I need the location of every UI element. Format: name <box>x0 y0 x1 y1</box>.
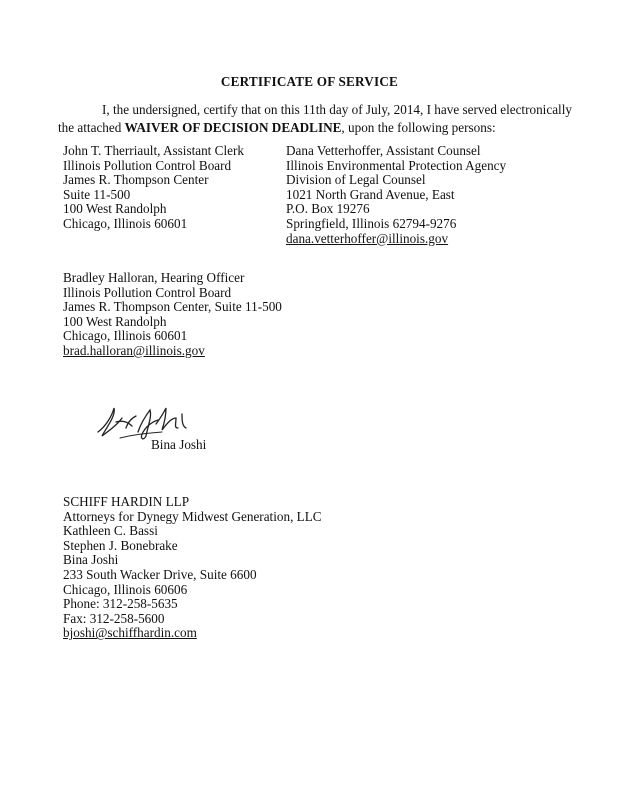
address-line: Division of Legal Counsel <box>286 172 426 188</box>
firm-line: Bina Joshi <box>63 552 119 568</box>
address-line: 1021 North Grand Avenue, East <box>286 186 455 202</box>
address-line: James R. Thompson Center <box>63 172 209 188</box>
firm-line: Chicago, Illinois 60606 <box>63 581 188 597</box>
firm-fax: Fax: 312-258-5600 <box>63 610 165 626</box>
firm-signature-block <box>63 495 322 641</box>
address-line: 100 West Randolph <box>63 313 167 329</box>
firm-line: Stephen J. Bonebrake <box>63 537 178 553</box>
address-line: John T. Therriault, Assistant Clerk <box>63 143 244 158</box>
address-line: Springfield, Illinois 62794-9276 <box>286 215 457 231</box>
intro-text-start: I, the undersigned, certify that on this 11th day of July, 2014, I have served electronically the attached <box>58 102 572 136</box>
address-line: Suite 11-500 <box>63 186 131 202</box>
address-line: Illinois Pollution Control Board <box>63 284 232 300</box>
address-line: Chicago, Illinois 60601 <box>63 328 188 344</box>
recipient-address-counsel <box>286 144 506 246</box>
intro-text-end: , upon the following persons: <box>341 120 496 136</box>
address-line: 100 West Randolph <box>63 201 167 217</box>
address-line: James R. Thompson Center, Suite 11-500 <box>63 299 282 315</box>
signer-name: Bina Joshi <box>151 437 207 452</box>
email-link[interactable]: dana.vetterhoffer@illinois.gov <box>286 230 449 246</box>
recipient-address-hearing-officer <box>63 271 282 359</box>
recipient-address-clerk <box>63 144 244 232</box>
address-line: Illinois Pollution Control Board <box>63 157 232 173</box>
address-line: Chicago, Illinois 60601 <box>63 215 188 231</box>
address-line: Dana Vetterhoffer, Assistant Counsel <box>286 143 481 158</box>
address-line: Illinois Environmental Protection Agency <box>286 157 507 173</box>
email-link[interactable]: brad.halloran@illinois.gov <box>63 342 205 358</box>
address-line: Bradley Halloran, Hearing Officer <box>63 270 245 285</box>
firm-line: 233 South Wacker Drive, Suite 6600 <box>63 566 257 582</box>
document-name-bold: WAIVER OF DECISION DEADLINE <box>124 120 342 136</box>
intro-paragraph <box>58 101 578 137</box>
address-line: P.O. Box 19276 <box>286 201 370 217</box>
firm-line: Kathleen C. Bassi <box>63 523 158 539</box>
document-title: CERTIFICATE OF SERVICE <box>220 74 399 89</box>
email-link[interactable]: bjoshi@schiffhardin.com <box>63 625 197 641</box>
firm-phone: Phone: 312-258-5635 <box>63 596 178 612</box>
firm-name: SCHIFF HARDIN LLP <box>63 494 190 509</box>
firm-line: Attorneys for Dynegy Midwest Generation, LLC <box>63 508 322 524</box>
